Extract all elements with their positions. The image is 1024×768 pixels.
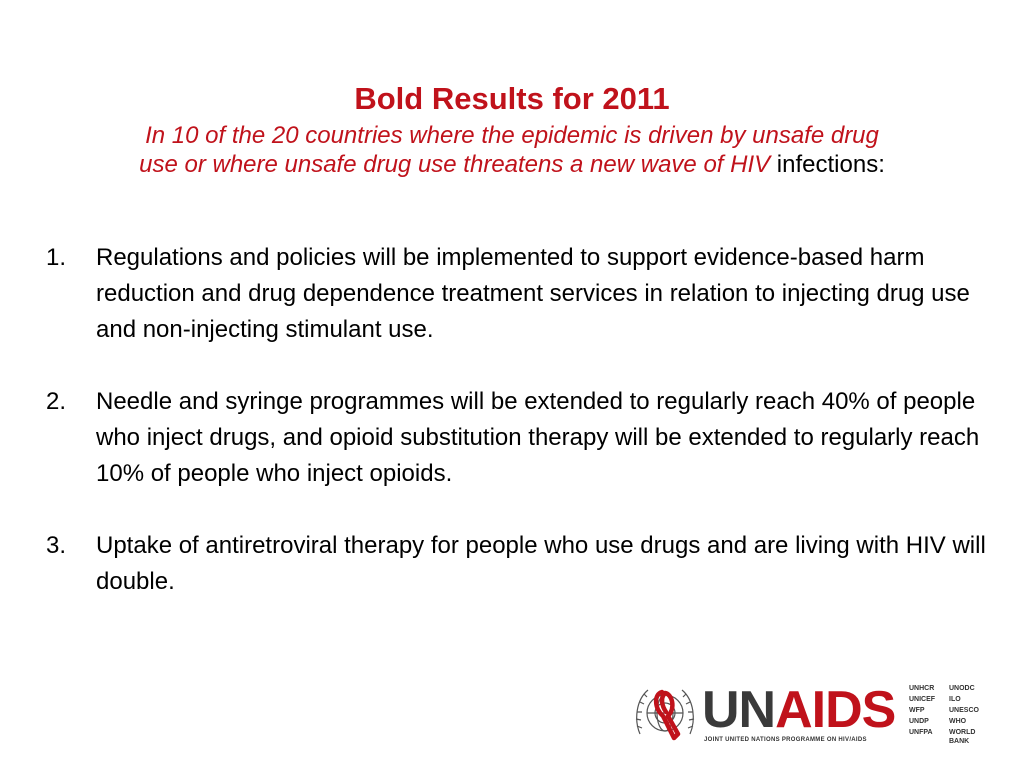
result-number: 3. (46, 532, 67, 559)
un-emblem-icon (632, 682, 698, 748)
cosponsor-name: WFP (909, 707, 925, 714)
slide-title: Bold Results for 2011 (354, 81, 670, 116)
slide-subtitle (0, 121, 1024, 179)
slide-header (0, 80, 1024, 179)
subtitle-italic-line1: In 10 of the 20 countries where the epidemic is driven by unsafe drug (145, 122, 879, 149)
subtitle-tail: infections: (770, 151, 885, 178)
result-text: Regulations and policies will be implemented to support evidence-based harm reduction and drug dependence treatment services in relation to injecting drug use and non-injecting stimulant use. (96, 244, 970, 343)
cosponsor-name: UNHCR (909, 685, 935, 692)
result-item (46, 240, 1006, 348)
result-text: Needle and syringe programmes will be extended to regularly reach 40% of people who inject drugs, and opioid substitution therapy will be extended to regularly reach 10% of people who inject opioids. (96, 388, 980, 487)
cosponsor-name: UNODC (949, 685, 975, 692)
result-number: 1. (46, 244, 67, 271)
results-list (46, 240, 1006, 636)
result-number: 2. (46, 388, 67, 415)
cosponsor-name: ILO (949, 696, 961, 703)
subtitle-italic-line2: use or where unsafe drug use threatens a new wave of HIV (139, 151, 771, 178)
result-item (46, 384, 1006, 492)
cosponsor-name: UNFPA (909, 729, 933, 736)
wordmark-aids: AIDS (775, 681, 896, 739)
logo-tagline: JOINT UNITED NATIONS PROGRAMME ON HIV/AIDS (704, 737, 867, 743)
cosponsor-name: WORLD BANK (949, 729, 976, 745)
result-item (46, 528, 1006, 600)
cosponsor-name: UNICEF (909, 696, 936, 703)
cosponsor-name: WHO (949, 718, 967, 725)
unaids-logo (632, 682, 992, 748)
cosponsor-name: UNESCO (949, 707, 979, 714)
wordmark-un: UN (702, 681, 776, 739)
cosponsor-name: UNDP (909, 718, 929, 725)
result-text: Uptake of antiretroviral therapy for people who use drugs and are living with HIV will double. (96, 532, 986, 595)
unaids-wordmark (702, 682, 895, 738)
